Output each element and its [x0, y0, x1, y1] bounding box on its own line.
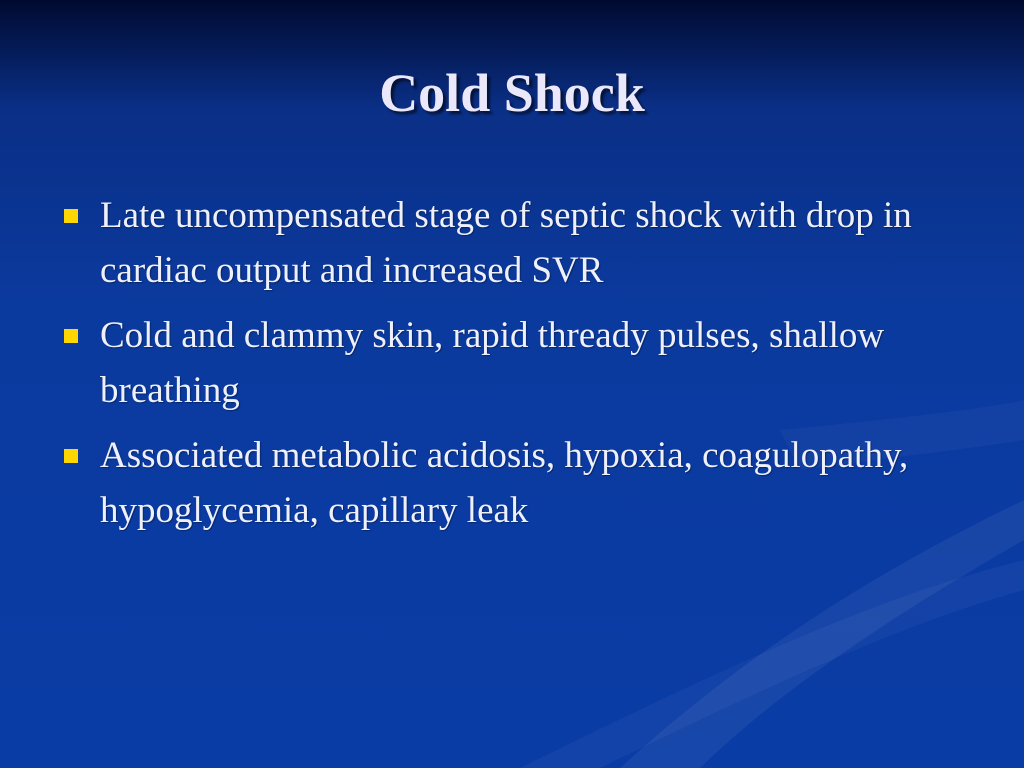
bullet-list: [62, 188, 962, 548]
bullet-text: Cold and clammy skin, rapid thready pulses, shallow breathing: [100, 315, 885, 411]
square-bullet-icon: [64, 209, 78, 223]
bullet-text: Late uncompensated stage of septic shock with drop in cardiac output and increased SVR: [100, 195, 912, 291]
bullet-item: [62, 308, 962, 418]
square-bullet-icon: [64, 329, 78, 343]
bullet-item: [62, 188, 962, 298]
bullet-text: Associated metabolic acidosis, hypoxia, coagulopathy, hypoglycemia, capillary leak: [100, 435, 909, 531]
bullet-item: [62, 428, 962, 538]
square-bullet-icon: [64, 449, 78, 463]
slide-title: Cold Shock: [379, 63, 645, 123]
